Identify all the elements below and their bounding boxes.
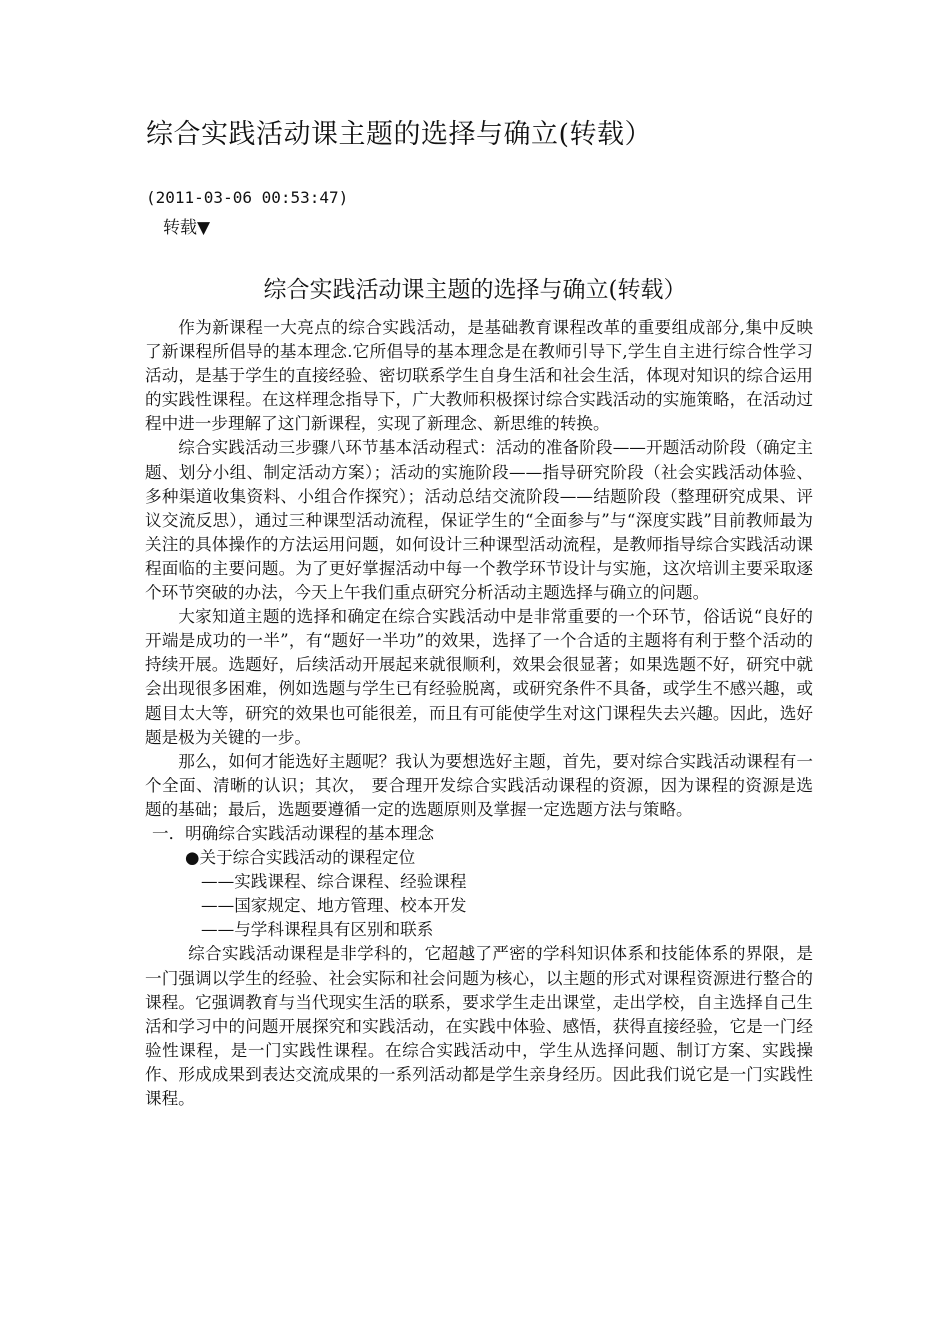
paragraph: 那么，如何才能选好主题呢？我认为要想选好主题，首先，要对综合实践活动课程有一个全面、清晰的认识；其次， 要合理开发综合实践活动课程的资源，因为课程的资源是选题的基础；最后，选题要遵循一定的选题原则及掌握一定选题方法与策略。 bbox=[145, 751, 813, 819]
section-heading: 一．明确综合实践活动课程的基本理念 bbox=[152, 823, 435, 843]
bullet-item: ●关于综合实践活动的课程定位 bbox=[185, 848, 416, 868]
paragraph: 综合实践活动三步骤八环节基本活动程式：活动的准备阶段——开题活动阶段（确定主题、划分小组、制定活动方案）；活动的实施阶段——指导研究阶段（社会实践活动体验、多种渠道收集资料、小组合作探究）；活动总结交流阶段——结题阶段（整理研究成果、评议交流反思），通过三种课型活动流程，保证学生的“全面参与”与“深度实践”目前教师最为关注的具体操作的方法运用问题，如何设计三种课型活动流程，是教师指导综合实践活动课程面临的主要问题。为了更好掌握活动中每一个教学环节设计与实施，这次培训主要采取逐个环节突破的办法，今天上午我们重点研究分析活动主题选择与确立的问题。 bbox=[145, 438, 813, 603]
paragraph: 综合实践活动课程是非学科的，它超越了严密的学科知识体系和技能体系的界限，是一门强调以学生的经验、社会实际和社会问题为核心，以主题的形式对课程资源进行整合的课程。它强调教育与当代现实生活的联系，要求学生走出课堂，走出学校，自主选择自己生活和学习中的问题开展探究和实践活动，在实践中体验、感悟，获得直接经验，它是一门经验性课程，是一门实践性课程。在综合实践活动中，学生从选择问题、制订方案、实践操作、形成成果到表达交流成果的一系列活动都是学生亲身经历。因此我们说它是一门实践性课程。 bbox=[145, 944, 813, 1108]
dash-item: ——与学科课程具有区别和联系 bbox=[201, 920, 434, 940]
document-title: 综合实践活动课主题的选择与确立(转载） bbox=[146, 119, 653, 150]
paragraph: 大家知道主题的选择和确定在综合实践活动中是非常重要的一个环节，俗话说“良好的开端是成功的一半”，有“题好一半功”的效果，选择了一个合适的主题将有利于整个活动的持续开展。选题好，后续活动开展起来就很顺利，效果会很显著；如果选题不好，研究中就会出现很多困难，例如选题与学生已有经验脱离，或研究条件不具备，或学生不感兴趣，或题目太大等，研究的效果也可能很差，而且有可能使学生对这门课程失去兴趣。因此，选好题是极为关键的一步。 bbox=[145, 607, 813, 747]
article-body bbox=[145, 316, 813, 1111]
article-title: 综合实践活动课主题的选择与确立(转载） bbox=[263, 277, 687, 303]
paragraph: 作为新课程一大亮点的综合实践活动，是基础教育课程改革的重要组成部分,集中反映了新课程所倡导的基本理念.它所倡导的基本理念是在教师引导下,学生自主进行综合性学习活动，是基于学生的直接经验、密切联系学生自身生活和社会生活，体现对知识的综合运用的实践性课程。在这样理念指导下，广大教师积极探讨综合实践活动的实施策略，在活动过程中进一步理解了这门新课程，实现了新理念、新思维的转换。 bbox=[145, 318, 813, 434]
dash-item: ——实践课程、综合课程、经验课程 bbox=[201, 872, 467, 892]
repost-tag[interactable]: 转载▼ bbox=[163, 218, 211, 238]
post-date: (2011-03-06 00:53:47) bbox=[146, 188, 349, 207]
dash-item: ——国家规定、地方管理、校本开发 bbox=[201, 896, 467, 916]
